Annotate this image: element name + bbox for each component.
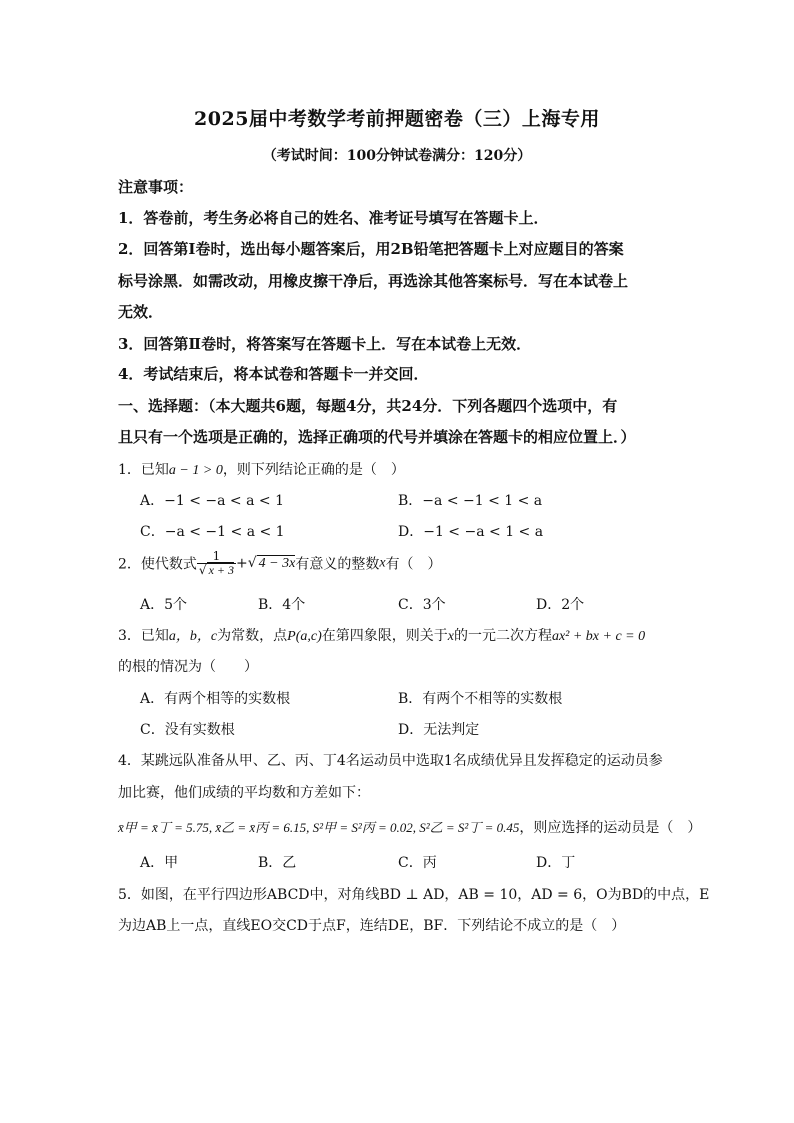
question-3-stem-line2: 的根的情况为（ ）: [118, 659, 258, 675]
q1-condition: a − 1 > 0: [168, 463, 223, 478]
q3-line1-a: 3．已知: [118, 628, 169, 644]
q1-stem-b: ，则下列结论正确的是（ ）: [222, 462, 405, 478]
q2-stem-a: 2．使代数式: [118, 556, 197, 573]
q3-line1-b: 为常数，点: [217, 628, 288, 644]
note-item-1: 1．答卷前，考生务必将自己的姓名、准考证号填写在答题卡上．: [118, 209, 549, 227]
q2-stem-c: 有（ ）: [385, 556, 442, 573]
question-1-stem: [118, 459, 405, 479]
note-item-3: 3．回答第Ⅱ卷时，将答案写在答题卡上．写在本试卷上无效．: [118, 335, 532, 353]
question-4-formula-line: [118, 817, 701, 837]
exam-subtitle: （考试时间：100分钟试卷满分：120分）: [262, 148, 532, 164]
q2-fraction: [197, 550, 236, 577]
q2-option-a: A．5个: [140, 597, 188, 613]
question-4-stem-line1: 4．某跳远队准备从甲、乙、丙、丁4名运动员中选取1名成绩优异且发挥稳定的运动员参: [118, 753, 663, 769]
q1-option-b: B．−a < −1 < 1 < a: [398, 493, 543, 509]
q2-root: √ 4 − 3x: [247, 555, 296, 571]
q1-stem-a: 1．已知: [118, 462, 169, 478]
note-item-2-cont: 标号涂黑．如需改动，用橡皮擦干净后，再选涂其他答案标号．写在本试卷上: [118, 272, 629, 290]
q3-line1-d: 的一元二次方程: [453, 628, 552, 644]
q2-stem-b: 有意义的整数: [295, 556, 380, 573]
q2-plus: +: [236, 555, 248, 572]
q2-fraction-denominator: √ x + 3: [198, 563, 235, 577]
section-heading-line1: 一、选择题：（本大题共6题，每题4分，共24分．下列各题四个选项中，有: [118, 397, 618, 415]
q4-option-a: A．甲: [140, 855, 179, 871]
question-2-stem: [118, 550, 442, 577]
section-heading-line2: 且只有一个选项是正确的，选择正确项的代号并填涂在答题卡的相应位置上．）: [118, 428, 636, 446]
q3-option-c: C．没有实数根: [140, 722, 235, 738]
q4-option-c: C．丙: [398, 855, 437, 871]
note-item-2-end: 无效．: [118, 303, 164, 321]
question-5-stem-line1: 5．如图，在平行四边形ABCD中，对角线BD ⊥ AD，AB = 10，AD = 6，O为BD的中点，E: [118, 887, 710, 903]
q2-var: x: [379, 555, 386, 571]
question-5-stem-line2: 为边AB上一点，直线EO交CD于点F，连结DE，BF．下列结论不成立的是（ ）: [118, 918, 626, 934]
q4-tail: ，则应选择的运动员是（ ）: [519, 820, 702, 836]
q2-option-b: B．4个: [258, 597, 306, 613]
question-3-stem-line1: [118, 625, 645, 645]
notes-heading: 注意事项：: [118, 178, 194, 196]
q4-formula: x̄甲 = x̄丁 = 5.75, x̄乙 = x̄丙 = 6.15, S²甲 = S²丙 = 0.02, S²乙 = S²丁 = 0.45: [118, 820, 520, 835]
q4-option-b: B．乙: [258, 855, 297, 871]
q2-fraction-radicand: x + 3: [208, 563, 235, 577]
q3-var: x: [447, 629, 454, 644]
q3-point: P(a,c): [287, 629, 322, 644]
question-4-stem-line2: 加比赛，他们成绩的平均数和方差如下：: [118, 785, 370, 801]
q3-vars: a，b，c: [168, 629, 218, 644]
note-item-4: 4．考试结束后，将本试卷和答题卡一并交回．: [118, 365, 429, 383]
q3-equation: ax² + bx + c = 0: [551, 629, 646, 644]
q3-option-a: A．有两个相等的实数根: [140, 691, 291, 707]
note-item-2: 2．回答第Ⅰ卷时，选出每小题答案后，用2B铅笔把答题卡上对应题目的答案: [118, 240, 624, 258]
q2-option-c: C．3个: [398, 597, 446, 613]
q4-option-d: D．丁: [536, 855, 576, 871]
q1-option-d: D．−1 < −a < 1 < a: [398, 524, 544, 540]
exam-title: 2025届中考数学考前押题密卷（三）上海专用: [194, 108, 600, 130]
q1-option-a: A．−1 < −a < a < 1: [140, 493, 284, 509]
q2-option-d: D．2个: [536, 597, 585, 613]
q3-line1-c: 在第四象限，则关于: [321, 628, 448, 644]
q1-option-c: C．−a < −1 < a < 1: [140, 524, 285, 540]
q3-option-d: D．无法判定: [398, 722, 480, 738]
q3-option-b: B．有两个不相等的实数根: [398, 691, 563, 707]
q2-root-radicand: 4 − 3x: [258, 556, 296, 571]
q2-fraction-numerator: 1: [197, 550, 236, 564]
